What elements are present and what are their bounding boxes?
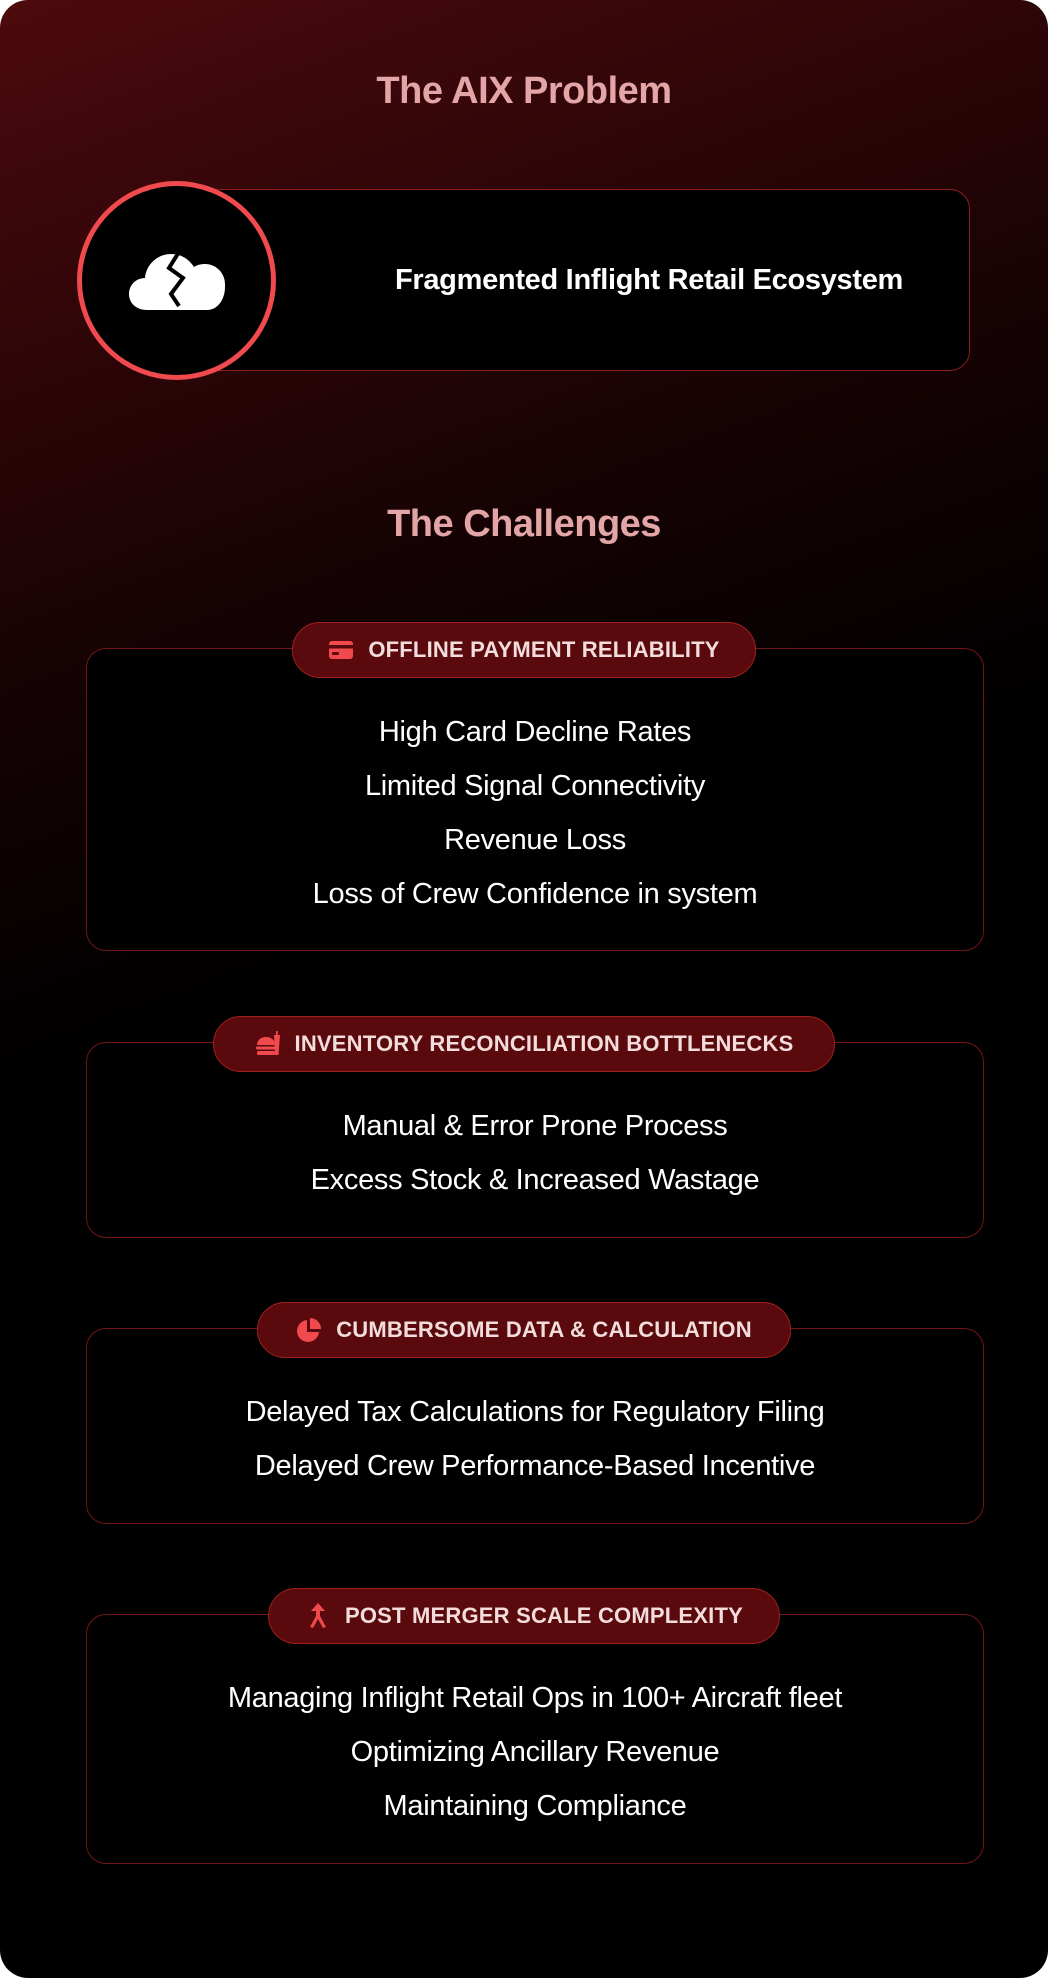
problem-statement: Fragmented Inflight Retail Ecosystem <box>394 263 904 296</box>
challenge-item: Maintaining Compliance <box>383 1790 687 1822</box>
problem-title: The AIX Problem <box>376 70 672 112</box>
challenge-pill-label: CUMBERSOME DATA & CALCULATION <box>336 1317 752 1342</box>
challenge-item: Optimizing Ancillary Revenue <box>350 1736 720 1768</box>
credit-card-icon <box>328 637 354 663</box>
challenge-pill-label: OFFLINE PAYMENT RELIABILITY <box>368 637 720 662</box>
challenge-item-list <box>87 1671 983 1833</box>
challenge-item: High Card Decline Rates <box>378 716 692 748</box>
challenge-card-payment <box>86 648 984 951</box>
challenge-item: Limited Signal Connectivity <box>364 770 706 802</box>
challenge-item: Delayed Crew Performance-Based Incentive <box>254 1450 816 1482</box>
challenge-card-merger <box>86 1614 984 1864</box>
challenge-item: Delayed Tax Calculations for Regulatory Filing <box>245 1396 825 1428</box>
pie-chart-icon <box>296 1317 322 1343</box>
challenge-item: Managing Inflight Retail Ops in 100+ Aircraft fleet <box>227 1682 843 1714</box>
challenge-pill-data <box>257 1302 791 1358</box>
challenge-pill-merger <box>268 1588 780 1644</box>
challenge-item-list <box>87 1385 983 1493</box>
problem-card <box>200 189 970 371</box>
challenge-pill-label: POST MERGER SCALE COMPLEXITY <box>345 1603 743 1628</box>
challenge-item-list <box>87 705 983 921</box>
challenge-item: Revenue Loss <box>444 824 626 856</box>
challenge-item: Manual & Error Prone Process <box>342 1110 728 1142</box>
challenge-item-list <box>87 1099 983 1207</box>
challenge-item: Excess Stock & Increased Wastage <box>310 1164 760 1196</box>
merge-arrows-icon <box>305 1603 331 1629</box>
challenge-pill-label: INVENTORY RECONCILIATION BOTTLENECKS <box>294 1031 794 1056</box>
challenge-pill-inventory <box>213 1016 835 1072</box>
problem-icon-circle <box>77 181 276 380</box>
challenges-title: The Challenges <box>387 503 661 545</box>
challenge-item: Loss of Crew Confidence in system <box>312 878 758 910</box>
challenge-pill-payment <box>292 622 756 678</box>
food-drink-icon <box>255 1031 281 1057</box>
broken-cloud-icon <box>127 250 227 312</box>
